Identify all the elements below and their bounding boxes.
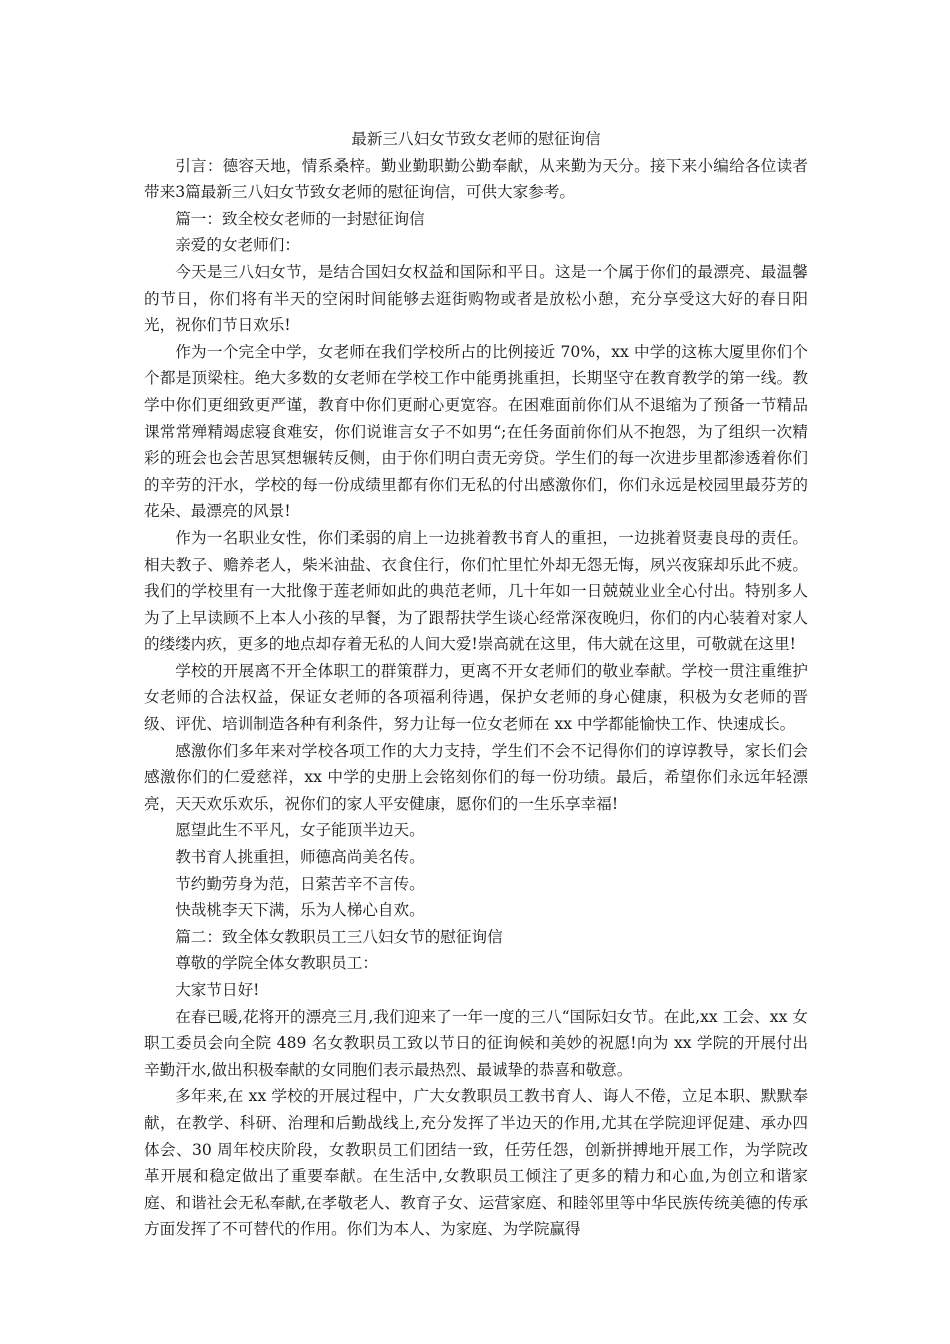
document-title: 最新三八妇女节致女老师的慰征询信 xyxy=(351,130,601,148)
body-paragraph: 多年来,在 xx 学校的开展过程中，广大女教职员工教书育人、诲人不倦，立足本职、默默奉献，在教学、科研、治理和后勤战线上,充分发挥了半边天的作用,尤其在学院迎评促建、承办四体会、30 周年校庆阶段，女教职员工们团结一致，任劳任怨，创新拼搏地开展工作，为学院改革开展和稳定做出了重要奉献。在生活中,女教职员工倾注了更多的精力和心血,为创立和谐家庭、和谐社会无私奉献,在孝敬老人、教育子女、运营家庭、和睦邻里等中华民族传统美德的传承方面发挥了不可替代的作用。你们为本人、为家庭、为学院赢得 xyxy=(144,1087,808,1239)
body-paragraph: 学校的开展离不开全体职工的群策群力，更离不开女老师们的敬业奉献。学校一贯注重维护女老师的合法权益，保证女老师的各项福利待遇，保护女老师的身心健康，积极为女老师的晋级、评优、培训制造各种有利条件，努力让每一位女老师在 xx 中学都能愉快工作、快速成长。 xyxy=(144,661,808,734)
section-heading-1: 篇一：致全校女老师的一封慰征询信 xyxy=(175,209,425,228)
body-paragraph: 今天是三八妇女节，是结合国妇女权益和国际和平日。这是一个属于你们的最漂亮、最温馨的节日，你们将有半天的空闲时间能够去逛街购物或者是放松小憩，充分享受这大好的春日阳光，祝你们节日欢乐! xyxy=(144,262,808,335)
salutation-1: 亲爱的女老师们： xyxy=(175,236,300,255)
poem-line: 节约勤劳身为范，日萦苦辛不言传。 xyxy=(175,874,425,893)
body-paragraph: 在春已暖,花将开的漂亮三月,我们迎来了一年一度的三八“国际妇女节。在此,xx 工会、xx 女职工委员会向全院 489 名女教职员工致以节日的征询候和美妙的祝愿!向为 xx 学院的开展付出辛勤汗水,做出积极奉献的女同胞们表示最热烈、最诚挚的恭喜和敬意。 xyxy=(144,1007,808,1079)
body-paragraph: 作为一个完全中学，女老师在我们学校所占的比例接近 70%，xx 中学的这栋大厦里你们个个都是顶梁柱。绝大多数的女老师在学校工作中能勇挑重担，长期坚守在教育教学的第一线。教学中你们更细致更严谨，教育中你们更耐心更宽容。在困难面前你们从不退缩为了预备一节精品课常常殚精竭虑寝食难安，你们说谁言女子不如男“;在任务面前你们从不抱怨，为了组织一次精彩的班会也会苦思冥想辗转反侧，由于你们明白责无旁贷。学生们的每一次进步里都渗透着你们的辛劳的汗水，学校的每一份成绩里都有你们无私的付出感激你们，你们永远是校园里最芬芳的花朵、最漂亮的风景! xyxy=(144,342,808,521)
body-paragraph: 作为一名职业女性，你们柔弱的肩上一边挑着教书育人的重担，一边挑着贤妻良母的责任。相夫教子、赡养老人，柴米油盐、衣食住行，你们忙里忙外却无怨无悔，夙兴夜寐却乐此不疲。我们的学校里有一大批像于莲老师如此的典范老师，几十年如一日兢兢业业全心付出。特别多人为了上早读顾不上本人小孩的早餐，为了跟帮扶学生谈心经常深夜晚归，你们的内心装着对家人的缕缕内疚，更多的地点却存着无私的人间大爱!崇高就在这里，伟大就在这里，可敬就在这里! xyxy=(144,528,808,654)
body-paragraph: 感激你们多年来对学校各项工作的大力支持，学生们不会不记得你们的谆谆教导，家长们会感激你们的仁爱慈祥，xx 中学的史册上会铭刻你们的每一份功绩。最后，希望你们永远年轻漂亮，天天欢乐欢乐，祝你们的家人平安健康，愿你们的一生乐享幸福! xyxy=(144,741,808,813)
section-heading-2: 篇二：致全体女教职员工三八妇女节的慰征询信 xyxy=(175,927,503,946)
salutation-2: 尊敬的学院全体女教职员工： xyxy=(175,954,378,973)
document-body xyxy=(144,126,808,1243)
poem-line: 愿望此生不平凡，女子能顶半边天。 xyxy=(175,821,425,840)
poem-line: 教书育人挑重担，师德高尚美名传。 xyxy=(175,848,425,867)
poem-line: 快哉桃李天下满，乐为人梯心自欢。 xyxy=(175,901,425,920)
greeting-line: 大家节日好! xyxy=(175,981,260,999)
intro-paragraph: 引言：德容天地，情系桑梓。勤业勤职勤公勤奉献，从来勤为天分。接下来小编给各位读者带来3篇最新三八妇女节致女老师的慰征询信，可供大家参考。 xyxy=(144,156,808,202)
